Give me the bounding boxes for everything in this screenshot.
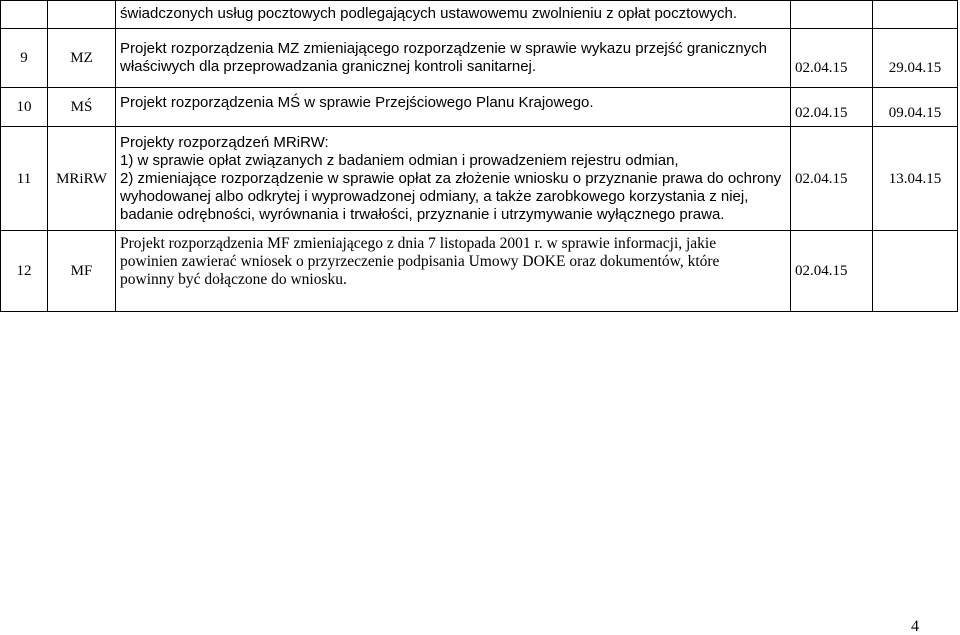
description [116, 231, 791, 312]
table-row [1, 127, 958, 231]
table-row [1, 29, 958, 88]
description-line: świadczonych usług pocztowych podlegających ustawowemu zwolnieniu z opłat pocztowych. [120, 5, 737, 22]
row-number: 9 [1, 29, 48, 88]
institution: MF [48, 231, 116, 312]
row-number: 12 [1, 231, 48, 312]
description-line: badanie odrębności, wyrównania i trwałości, przyznanie i utrzymywanie wyłącznego prawa. [120, 205, 725, 223]
description-line: powinien zawierać wniosek o przyrzeczenie podpisania Umowy DOKE oraz dokumentów, które [120, 253, 720, 270]
institution: MŚ [48, 88, 116, 127]
table-row [1, 231, 958, 312]
description-line: Projekt rozporządzenia MŚ w sprawie Przejściowego Planu Krajowego. [120, 94, 594, 111]
date-submitted: 02.04.15 [791, 88, 873, 127]
description-line: wyhodowanej albo odkrytej i wyprowadzonej odmiany, a także zarobkowego korzystania z niej, [120, 187, 749, 205]
date-submitted [791, 1, 873, 29]
description [116, 88, 791, 127]
institution: MZ [48, 29, 116, 88]
description [116, 127, 791, 231]
row-number: 11 [1, 127, 48, 231]
institution: MRiRW [48, 127, 116, 231]
date-deadline: 29.04.15 [873, 29, 958, 88]
page-number: 4 [911, 618, 919, 635]
date-deadline [873, 231, 958, 312]
table-row [1, 88, 958, 127]
date-submitted: 02.04.15 [791, 127, 873, 231]
date-deadline [873, 1, 958, 29]
date-deadline: 13.04.15 [873, 127, 958, 231]
description-line: Projekt rozporządzenia MF zmieniającego z dnia 7 listopada 2001 r. w sprawie informacji, jakie [120, 235, 717, 252]
description [116, 1, 791, 29]
description-line: 1) w sprawie opłat związanych z badaniem odmian i prowadzeniem rejestru odmian, [120, 151, 679, 169]
description-line: właściwych dla przeprowadzania granicznej kontroli sanitarnej. [120, 58, 537, 75]
description-line: Projekty rozporządzeń MRiRW: [120, 133, 329, 151]
row-number [1, 1, 48, 29]
institution [48, 1, 116, 29]
description [116, 29, 791, 88]
table-row [1, 1, 958, 29]
date-deadline: 09.04.15 [873, 88, 958, 127]
description-line: Projekt rozporządzenia MZ zmieniającego rozporządzenie w sprawie wykazu przejść granicznych [120, 40, 767, 57]
description-line: powinny być dołączone do wniosku. [120, 271, 347, 288]
date-submitted: 02.04.15 [791, 231, 873, 312]
row-number: 10 [1, 88, 48, 127]
document-table [0, 0, 958, 312]
description-line: 2) zmieniające rozporządzenie w sprawie opłat za złożenie wniosku o przyznanie prawa do ochrony [120, 169, 782, 187]
date-submitted: 02.04.15 [791, 29, 873, 88]
